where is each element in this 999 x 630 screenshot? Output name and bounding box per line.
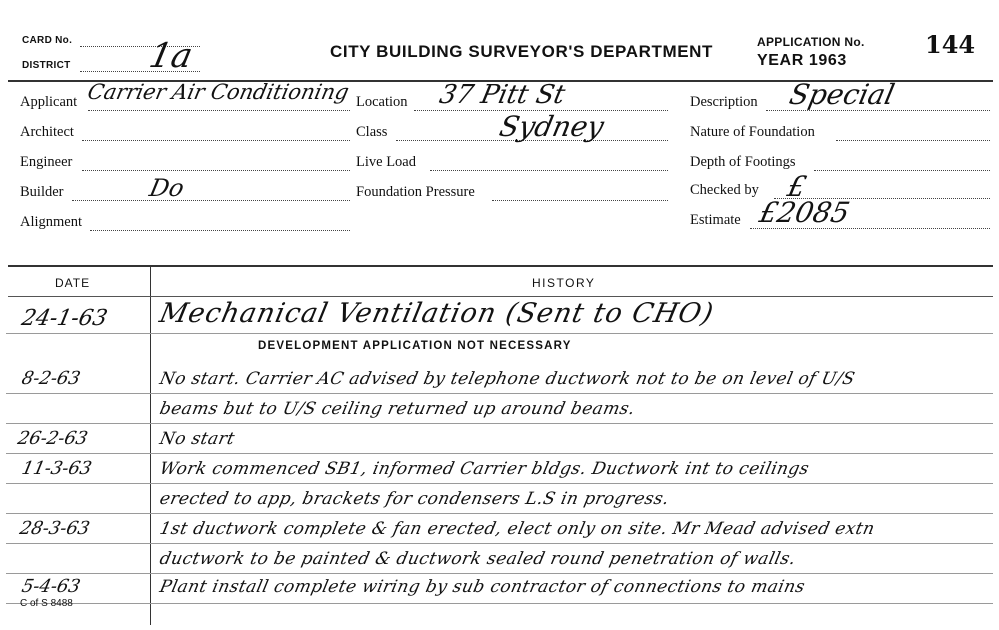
history-rule	[6, 513, 993, 514]
class-value: Sydney	[496, 110, 607, 143]
architect-label: Architect	[20, 124, 74, 140]
applicant-label: Applicant	[20, 94, 78, 110]
history-header-divider	[8, 296, 993, 297]
form-code: C of S 8488	[20, 598, 73, 609]
history-entry-text: No start. Carrier AC advised by telephone ductwork not to be on level of U/S	[157, 369, 857, 389]
depth-of-footings-label: Depth of Footings	[690, 154, 796, 170]
foundation-pressure-line	[492, 200, 668, 201]
history-date: 28-3-63	[17, 518, 92, 539]
department-title: CITY BUILDING SURVEYOR'S DEPARTMENT	[330, 42, 714, 61]
date-header: DATE	[55, 276, 91, 290]
estimate-label: Estimate	[690, 212, 741, 228]
history-entry-text: ductwork to be painted & ductwork sealed round penetration of walls.	[157, 549, 798, 569]
history-rule	[6, 453, 993, 454]
history-entry-text: beams but to U/S ceiling returned up around beams.	[157, 399, 637, 419]
history-entry-text: No start	[157, 429, 237, 449]
history-rule	[6, 603, 993, 604]
card-no-value: 1a	[145, 36, 197, 76]
history-top-border	[8, 265, 993, 267]
history-date: 24-1-63	[19, 306, 110, 331]
engineer-label: Engineer	[20, 154, 73, 170]
builder-label: Builder	[20, 184, 64, 200]
foundation-pressure-label: Foundation Pressure	[356, 184, 475, 200]
engineer-line	[82, 170, 350, 171]
live-load-label: Live Load	[356, 154, 416, 170]
nature-of-foundation-line	[836, 140, 990, 141]
development-stamp: DEVELOPMENT APPLICATION NOT NECESSARY	[258, 340, 572, 352]
builder-value: Do	[147, 174, 187, 202]
history-rule	[6, 483, 993, 484]
card-no-label: CARD No.	[22, 35, 73, 46]
nature-of-foundation-label: Nature of Foundation	[690, 124, 815, 140]
checked-by-value: £	[784, 170, 810, 203]
applicant-value: Carrier Air Conditioning	[85, 80, 352, 104]
alignment-line	[90, 230, 350, 231]
description-label: Description	[690, 94, 758, 110]
history-rule	[6, 543, 993, 544]
history-entry-text: erected to app, brackets for condensers L.S in progress.	[157, 489, 672, 509]
history-entry-text: Plant install complete wiring by sub contractor of connections to mains	[157, 577, 807, 597]
checked-by-label: Checked by	[690, 182, 759, 198]
year-label: YEAR 1963	[757, 52, 847, 69]
history-date: 8-2-63	[19, 368, 83, 389]
district-label: DISTRICT	[22, 60, 71, 71]
history-date: 26-2-63	[15, 428, 90, 449]
application-no-label: APPLICATION No.	[757, 35, 865, 49]
history-rule	[6, 333, 993, 334]
history-rule	[6, 393, 993, 394]
history-header: HISTORY	[532, 276, 596, 290]
architect-line	[82, 140, 350, 141]
alignment-label: Alignment	[20, 214, 83, 230]
applicant-line	[88, 110, 350, 111]
history-date: 5-4-63	[19, 576, 83, 597]
history-date: 11-3-63	[19, 458, 94, 479]
description-value: Special	[786, 78, 898, 111]
estimate-value: £2085	[756, 196, 853, 229]
date-column-divider	[150, 265, 151, 625]
application-no-value: 144	[925, 30, 976, 59]
location-value: 37 Pitt St	[436, 80, 568, 110]
history-entry-text: 1st ductwork complete & fan erected, elect only on site. Mr Mead advised extn	[157, 519, 877, 539]
depth-of-footings-line	[814, 170, 990, 171]
location-label: Location	[356, 94, 408, 110]
builder-line	[72, 200, 350, 201]
class-label: Class	[356, 124, 388, 140]
history-entry-text: Mechanical Ventilation (Sent to CHO)	[156, 298, 717, 329]
history-entry-text: Work commenced SB1, informed Carrier bldgs. Ductwork int to ceilings	[157, 459, 811, 479]
history-rule	[6, 423, 993, 424]
history-rule	[6, 573, 993, 574]
live-load-line	[430, 170, 668, 171]
